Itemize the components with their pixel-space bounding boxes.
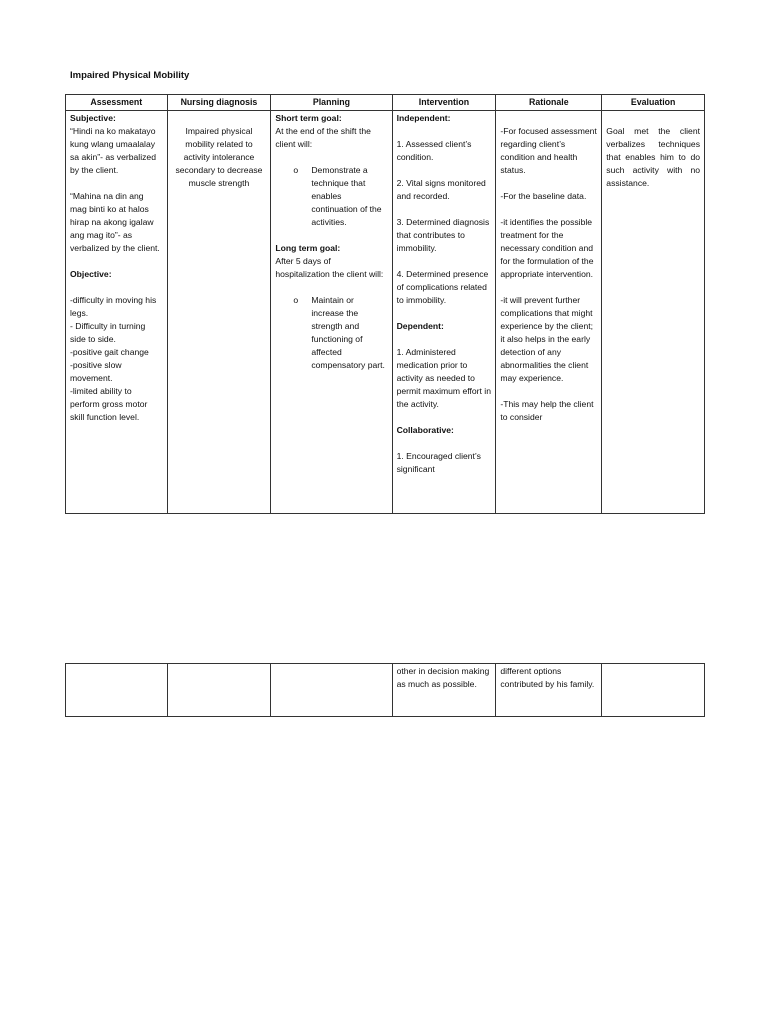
rationale-cell — [496, 664, 602, 717]
rationale-item: -This may help the client to consider — [500, 399, 594, 422]
header-planning: Planning — [271, 95, 392, 111]
diagnosis-cell — [167, 111, 271, 514]
objective-item: -limited ability to perform gross motor skill function level. — [70, 386, 148, 422]
objective-item: -positive gait change — [70, 347, 149, 357]
intervention-item: 3. Determined diagnosis that contributes to immobility. — [396, 217, 490, 253]
header-nursing-diagnosis: Nursing diagnosis — [167, 95, 271, 111]
subjective-quote-1: “Hindi na ko makatayo kung wlang umaalalay sa akin”- as verbalized by the client. — [70, 126, 156, 175]
long-term-goal-label: Long term goal: — [275, 243, 341, 253]
table-row — [66, 111, 705, 514]
header-row — [66, 95, 705, 111]
objective-item: -difficulty in moving his legs. — [70, 295, 157, 318]
dependent-label: Dependent: — [396, 321, 444, 331]
short-term-goal-intro: At the end of the shift the client will: — [275, 126, 371, 149]
intervention-cell — [392, 111, 496, 514]
intervention-item: 1. Assessed client’s condition. — [396, 139, 472, 162]
objective-label: Objective: — [70, 269, 112, 279]
long-term-goal-text: Maintain or increase the strength and functioning of affected compensatory part. — [311, 295, 385, 370]
rationale-item: -For focused assessment regarding client’s condition and health status. — [500, 126, 597, 175]
rationale-cell — [496, 111, 602, 514]
evaluation-cell — [602, 111, 705, 514]
rationale-item: -it will prevent further complications that might experience by the client; it also helps in the early detection of any abnormalities the client may experience. — [500, 295, 594, 383]
bullet-mark: o — [293, 295, 299, 305]
intervention-continued: other in decision making as much as possible. — [396, 666, 490, 689]
assessment-cell — [66, 664, 168, 717]
bullet-mark: o — [293, 165, 299, 175]
header-evaluation: Evaluation — [602, 95, 705, 111]
collaborative-label: Collaborative: — [396, 425, 454, 435]
planning-cell — [271, 664, 392, 717]
objective-item: -positive slow movement. — [70, 360, 122, 383]
planning-cell — [271, 111, 392, 514]
objective-item: - Difficulty in turning side to side. — [70, 321, 146, 344]
table-row — [66, 664, 705, 717]
assessment-cell — [66, 111, 168, 514]
intervention-item: 1. Encouraged client’s significant — [396, 451, 481, 474]
short-term-goal-label: Short term goal: — [275, 113, 342, 123]
intervention-item: 2. Vital signs monitored and recorded. — [396, 178, 486, 201]
nursing-diagnosis-text: Impaired physical mobility related to activity intolerance secondary to decrease muscle strength — [175, 126, 263, 188]
rationale-continued: different options contributed by his family. — [500, 666, 595, 689]
short-term-goal-bullet — [275, 164, 387, 229]
independent-label: Independent: — [396, 113, 451, 123]
header-intervention: Intervention — [392, 95, 496, 111]
long-term-goal-bullet — [275, 294, 387, 372]
rationale-item: -it identifies the possible treatment for the necessary condition and for the formulation of the appropriate intervention. — [500, 217, 594, 279]
header-assessment: Assessment — [66, 95, 168, 111]
evaluation-text: Goal met the client verbalizes techniques that enables him to do such activity with no assistance. — [606, 126, 700, 188]
evaluation-cell — [602, 664, 705, 717]
intervention-item: 1. Administered medication prior to activity as needed to permit maximum effort in the activity. — [396, 347, 491, 409]
short-term-goal-text: Demonstrate a technique that enables continuation of the activities. — [311, 165, 382, 227]
rationale-item: -For the baseline data. — [500, 191, 587, 201]
intervention-cell — [392, 664, 496, 717]
header-rationale: Rationale — [496, 95, 602, 111]
long-term-goal-intro: After 5 days of hospitalization the client will: — [275, 256, 384, 279]
subjective-quote-2: “Mahina na din ang mag binti ko at halos hirap na akong igalaw ang mag ito”- as verbalized by the client. — [70, 191, 160, 253]
diagnosis-cell — [167, 664, 271, 717]
continued-table — [65, 663, 705, 717]
nursing-care-plan-table — [65, 94, 705, 514]
intervention-item: 4. Determined presence of complications related to immobility. — [396, 269, 489, 305]
document-title: Impaired Physical Mobility — [70, 70, 190, 81]
subjective-label: Subjective: — [70, 113, 116, 123]
